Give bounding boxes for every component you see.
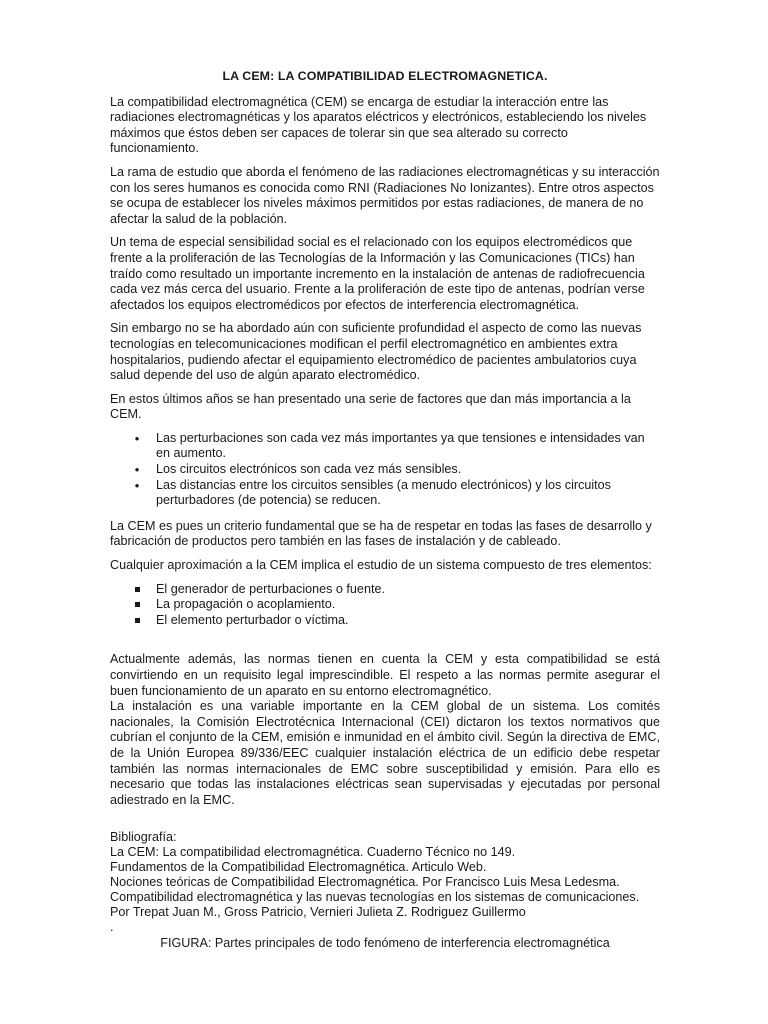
paragraph-telecom: Sin embargo no se ha abordado aún con suficiente profundidad el aspecto de como las nuevas tecnologías en telecomunicaciones modifican el perfil electromagnético en ambientes extra hospitalarios, pudiendo afectar el equipamiento electromédico de pacientes ambulatorios cuya salud depende del uso de algún aparato electromédico.: [110, 321, 642, 383]
list-item: • Los circuitos electrónicos son cada vez más sensibles.: [110, 462, 660, 478]
bibliography: [110, 830, 660, 935]
document-body: [110, 69, 660, 951]
justified-section: [110, 652, 660, 808]
bibliography-item: Fundamentos de la Compatibilidad Electromagnética. Articulo Web.: [110, 860, 487, 875]
bibliography-item: Por Trepat Juan M., Gross Patricio, Vernieri Julieta Z. Rodriguez Guillermo: [110, 905, 526, 920]
bibliography-item: Nociones teóricas de Compatibilidad Electromagnética. Por Francisco Luis Mesa Ledesma.: [110, 875, 620, 890]
paragraph-electromedical: Un tema de especial sensibilidad social es el relacionado con los equipos electromédicos que frente a la proliferación de las Tecnologías de la Información y las Comunicaciones (TICs) han traído como resultado un importante incremento en la instalación de antenas de radiofrecuencia cada vez más cerca del usuario. Frente a la proliferación de este tipo de antenas, podrían verse afectados los equipos electromédicos por efectos de interferencia electromagnética.: [110, 235, 645, 312]
bullet-dot-icon: •: [134, 477, 140, 493]
figure-caption: FIGURA: Partes principales de todo fenómeno de interferencia electromagnética: [160, 936, 610, 951]
document-title: LA CEM: LA COMPATIBILIDAD ELECTROMAGNETICA.: [222, 69, 548, 83]
bullet-dot-icon: •: [134, 462, 140, 478]
bibliography-heading: Bibliografía:: [110, 830, 177, 845]
paragraph-installation: La instalación es una variable importante en la CEM global de un sistema. Los comités nacionales, la Comisión Electrotécnica Internacional (CEI) dictaron los textos normativos que cubrían el conjunto de la CEM, emisión e inmunidad en el ámbito civil. Según la directiva de EMC, de la Unión Europea 89/336/EEC cualquier instalación eléctrica de un edificio debe respetar también las normas internacionales de EMC sobre susceptibilidad y emisión. Para ello es necesario que todas las instalaciones eléctricas sean supervisadas y ejecutadas por personal adiestrado en la EMC.: [110, 699, 660, 807]
bibliography-item: Compatibilidad electromagnética y las nuevas tecnologías en los sistemas de comunicaciones.: [110, 890, 640, 905]
list-item: La propagación o acoplamiento.: [156, 597, 336, 612]
bibliography-item: .: [110, 920, 114, 935]
list-item: • Las perturbaciones son cada vez más importantes ya que tensiones e intensidades van en aumento.: [110, 431, 660, 462]
list-item: El elemento perturbador o víctima.: [156, 612, 349, 627]
paragraph-factors-intro: En estos últimos años se han presentado una serie de factores que dan más importancia a la CEM.: [110, 391, 631, 422]
factors-list: [110, 431, 660, 509]
paragraph-criterion: La CEM es pues un criterio fundamental que se ha de respetar en todas las fases de desarrollo y fabricación de productos pero también en las fases de instalación y de cableado.: [110, 518, 652, 549]
bullet-dot-icon: •: [134, 430, 140, 446]
elements-list: [110, 582, 660, 629]
paragraph-system-intro: Cualquier aproximación a la CEM implica el estudio de un sistema compuesto de tres elementos:: [110, 558, 652, 573]
bibliography-item: La CEM: La compatibilidad electromagnética. Cuaderno Técnico no 149.: [110, 845, 516, 860]
list-item: El generador de perturbaciones o fuente.: [156, 581, 385, 596]
paragraph-norms: Actualmente además, las normas tienen en cuenta la CEM y esta compatibilidad se está convirtiendo en un requisito legal imprescindible. El respeto a las normas permite asegurar el buen funcionamiento de un aparato en su entorno electromagnético.: [110, 652, 660, 698]
list-item: • Las distancias entre los circuitos sensibles (a menudo electrónicos) y los circuitos perturbadores (de potencia) se reducen.: [110, 478, 660, 509]
paragraph-intro: La compatibilidad electromagnética (CEM) se encarga de estudiar la interacción entre las radiaciones electromagnéticas y los aparatos eléctricos y electrónicos, estableciendo los niveles máximos que éstos deben ser capaces de tolerar sin que sea alterado su correcto funcionamiento.: [110, 94, 647, 156]
paragraph-rni: La rama de estudio que aborda el fenómeno de las radiaciones electromagnéticas y su interacción con los seres humanos es conocida como RNI (Radiaciones No Ionizantes). Entre otros aspectos se ocupa de establecer los niveles máximos permitidos por estas radiaciones, de manera de no afectar la salud de la población.: [110, 164, 660, 226]
